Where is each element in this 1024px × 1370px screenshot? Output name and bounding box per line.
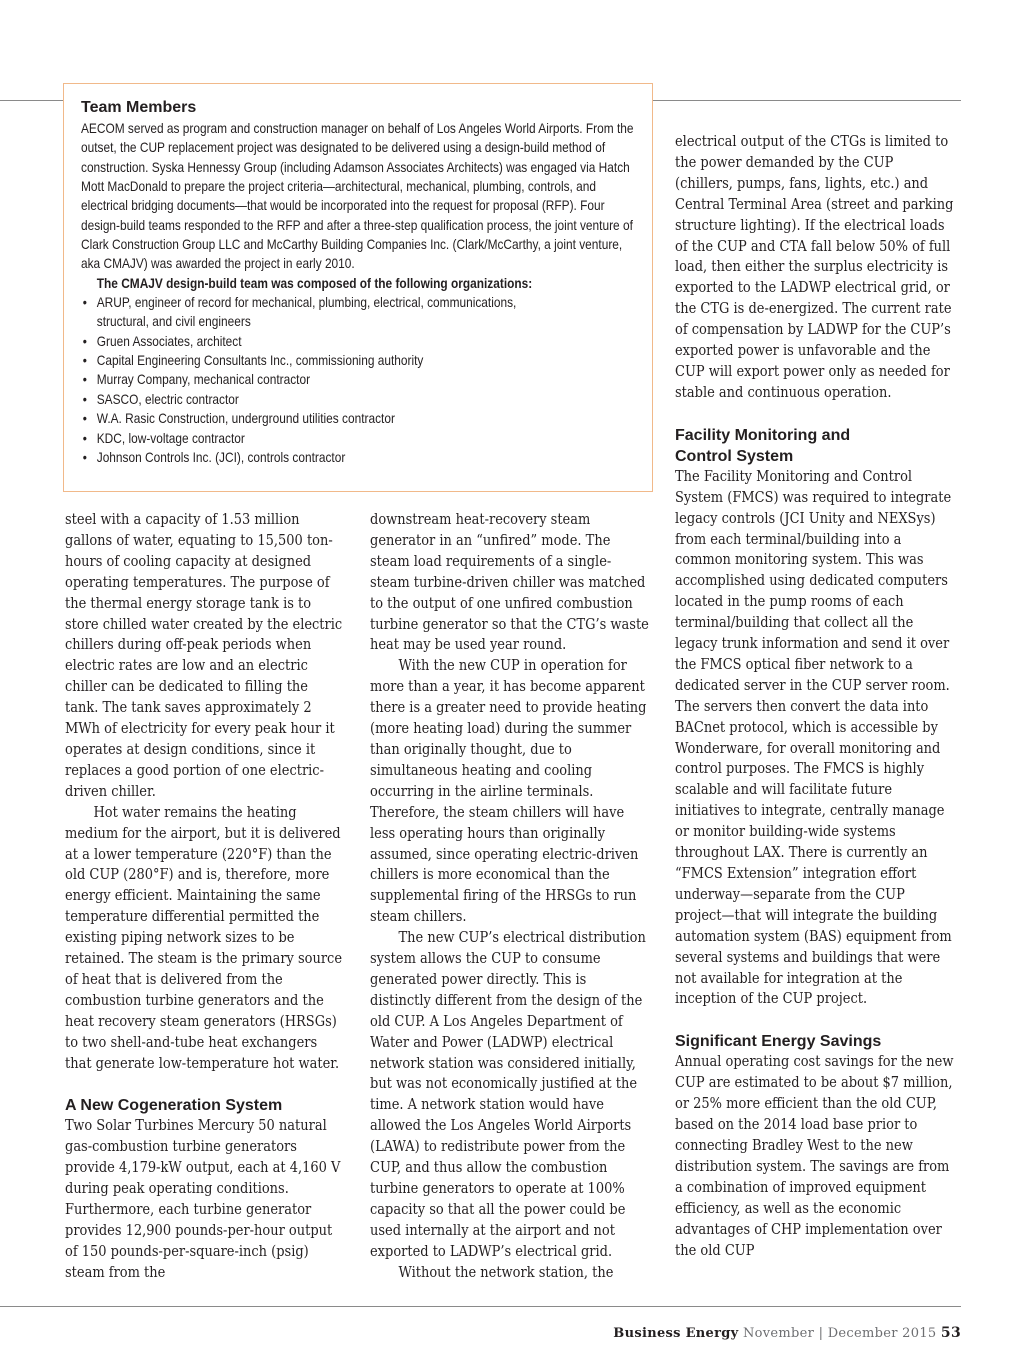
fmcs-heading: Facility Monitoring and Control System xyxy=(675,426,851,465)
column-2 xyxy=(370,510,660,1284)
page-footer xyxy=(613,1325,961,1341)
list-item: • Capital Engineering Consultants Inc., commissioning authority xyxy=(81,351,643,370)
col1-paragraph-1: steel with a capacity of 1.53 million gallons of water, equating to 15,500 ton-hours of cooling capacity at designed operating temperatures. The purpose of the thermal energy storage tank is to store chilled water created by the electric chillers during off-peak periods when electric rates are low and an electric chiller can be dedicated to filling the tank. The tank saves approximately 2 MWh of electricity for every peak hour it operates at design conditions, since it replaces a good portion of one electric- driven chiller. xyxy=(65,511,343,800)
col1-paragraph-2: Hot water remains the heating medium for the airport, but it is delivered at a lower temperature (220°F) than the old CUP (280°F) and is, therefore, more energy efficient. Maintaining the same temperature differential permitted the existing piping network sizes to be retained. The steam is the primary source of heat that is delivered from the combustion turbine generators and the heat recovery steam generators (HRSGs) to two shell-and-tube heat exchangers that generate low-temperature hot water. xyxy=(65,803,343,1072)
cogeneration-heading: A New Cogeneration System xyxy=(65,1097,283,1115)
team-members-sidebar xyxy=(63,83,653,492)
sidebar-list xyxy=(81,293,643,467)
list-item: • KDC, low-voltage contractor xyxy=(81,429,643,448)
top-rule-right xyxy=(653,100,961,101)
col2-paragraph-1: downstream heat-recovery steam generator in an “unfired” mode. The steam load requirements of a single-steam turbine-driven chiller was matched to the output of one unfired combustion turbine generator so that the CTG’s waste heat may be used year round. xyxy=(370,511,649,654)
col3-paragraph-2: The Facility Monitoring and Control System (FMCS) was required to integrate legacy controls (JCI Unity and NEXSys) from each terminal/building into a common monitoring system. This was accomplished using dedicated computers located in the pump rooms of each terminal/building that collect all the legacy trunk information and send it over the FMCS optical fiber network to a dedicated server in the CUP server room. The servers then convert the data into BACnet protocol, which is accessible by Wonderware, for overall monitoring and control purposes. The FMCS is highly scalable and will facilitate future initiatives to integrate, centrally manage or monitor building-wide systems throughout LAX. There is currently an “FMCS Extension” integration effort underway—separate from the CUP project—that will integrate the building automation system (BAS) equipment from several systems and buildings that were not available for integration at the inception of the CUP project. xyxy=(675,467,952,1008)
list-item: • ARUP, engineer of record for mechanical, plumbing, electrical, communications, structural, and civil engineers xyxy=(81,293,534,332)
energy-savings-heading: Significant Energy Savings xyxy=(675,1033,882,1051)
sidebar-subheading: The CMAJV design-build team was composed of the following organizations: xyxy=(96,275,533,291)
sidebar-paragraph: AECOM served as program and construction manager on behalf of Los Angeles World Airports. From the outset, the CUP replacement project was designated to be delivered using a design-build method of construction. Syska Hennessy Group (including Adamson Associates Architects) was engaged via Hatch Mott MacDonald to prepare the project criteria—architectural, mechanical, plumbing, controls, and electrical bridging documents—that would be incorporated into the request for proposal (RFP). Four design-build teams responded to the RFP and after a three-step qualification process, the joint venture of Clark Construction Group LLC and McCarthy Building Companies Inc. (Clark/McCarthy, a joint venture, aka CMAJV) was awarded the project in early 2010. xyxy=(81,121,634,272)
list-item: • SASCO, electric contractor xyxy=(81,390,643,409)
column-3 xyxy=(675,132,965,1261)
sidebar-body xyxy=(81,119,643,467)
list-item: • Gruen Associates, architect xyxy=(81,332,643,351)
col2-paragraph-3: The new CUP’s electrical distribution system allows the CUP to consume generated power directly. This is distinctly different from the design of the old CUP. A Los Angeles Department of Water and Power (LADWP) electrical network station was considered initially, but was not economically justified at the time. A network station would have allowed the Los Angeles World Airports (LAWA) to redistribute power from the CUP, and thus allow the combustion turbine generators to operate at 100% capacity so that all the power could be used internally at the airport and not exported to LADWP’s electrical grid. xyxy=(370,929,646,1260)
issue-date: November | December 2015 xyxy=(742,1326,937,1341)
list-item: • Johnson Controls Inc. (JCI), controls contractor xyxy=(81,448,643,467)
col1-paragraph-3: Two Solar Turbines Mercury 50 natural gas-combustion turbine generators provide 4,179-kW output, each at 4,160 V during peak operating conditions. Furthermore, each turbine generator provides 12,900 pounds-per-hour output of 150 pounds-per-square-inch (psig) steam from the xyxy=(65,1117,341,1281)
column-1 xyxy=(65,510,355,1284)
page-number: 53 xyxy=(940,1325,961,1341)
col3-paragraph-3: Annual operating cost savings for the new CUP are estimated to be about $7 million, or 25% more efficient than the old CUP, based on the 2014 load base prior to connecting Bradley West to the new distribution system. The savings are from a combination of improved equipment efficiency, as well as the economic advantages of CHP implementation over the old CUP xyxy=(675,1053,954,1259)
publication-name: Business Energy xyxy=(613,1326,739,1341)
top-rule-left xyxy=(0,100,64,101)
col2-paragraph-2: With the new CUP in operation for more than a year, it has become apparent there is a greater need to provide heating (more heating load) during the summer than originally thought, due to simultaneous heating and cooling occurring in the airline terminals. Therefore, the steam chillers will have less operating hours than originally assumed, since operating electric-driven chillers is more economical than the supplemental firing of the HRSGs to run steam chillers. xyxy=(370,657,647,926)
bottom-rule xyxy=(0,1306,961,1307)
col3-paragraph-1: electrical output of the CTGs is limited to the power demanded by the CUP (chillers, pumps, fans, lights, etc.) and Central Terminal Area (street and parking structure lighting). If the electrical loads of the CUP and CTA fall below 50% of full load, then either the surplus electricity is exported to the LADWP electrical grid, or the CTG is de-energized. The current rate of compensation by LADWP for the CUP’s exported power is unfavorable and the CUP will export power only as needed for stable and continuous operation. xyxy=(675,133,954,401)
list-item: • W.A. Rasic Construction, underground utilities contractor xyxy=(81,409,643,428)
list-item: • Murray Company, mechanical contractor xyxy=(81,370,643,389)
col2-paragraph-4: Without the network station, the xyxy=(398,1263,614,1281)
sidebar-title: Team Members xyxy=(81,99,197,116)
